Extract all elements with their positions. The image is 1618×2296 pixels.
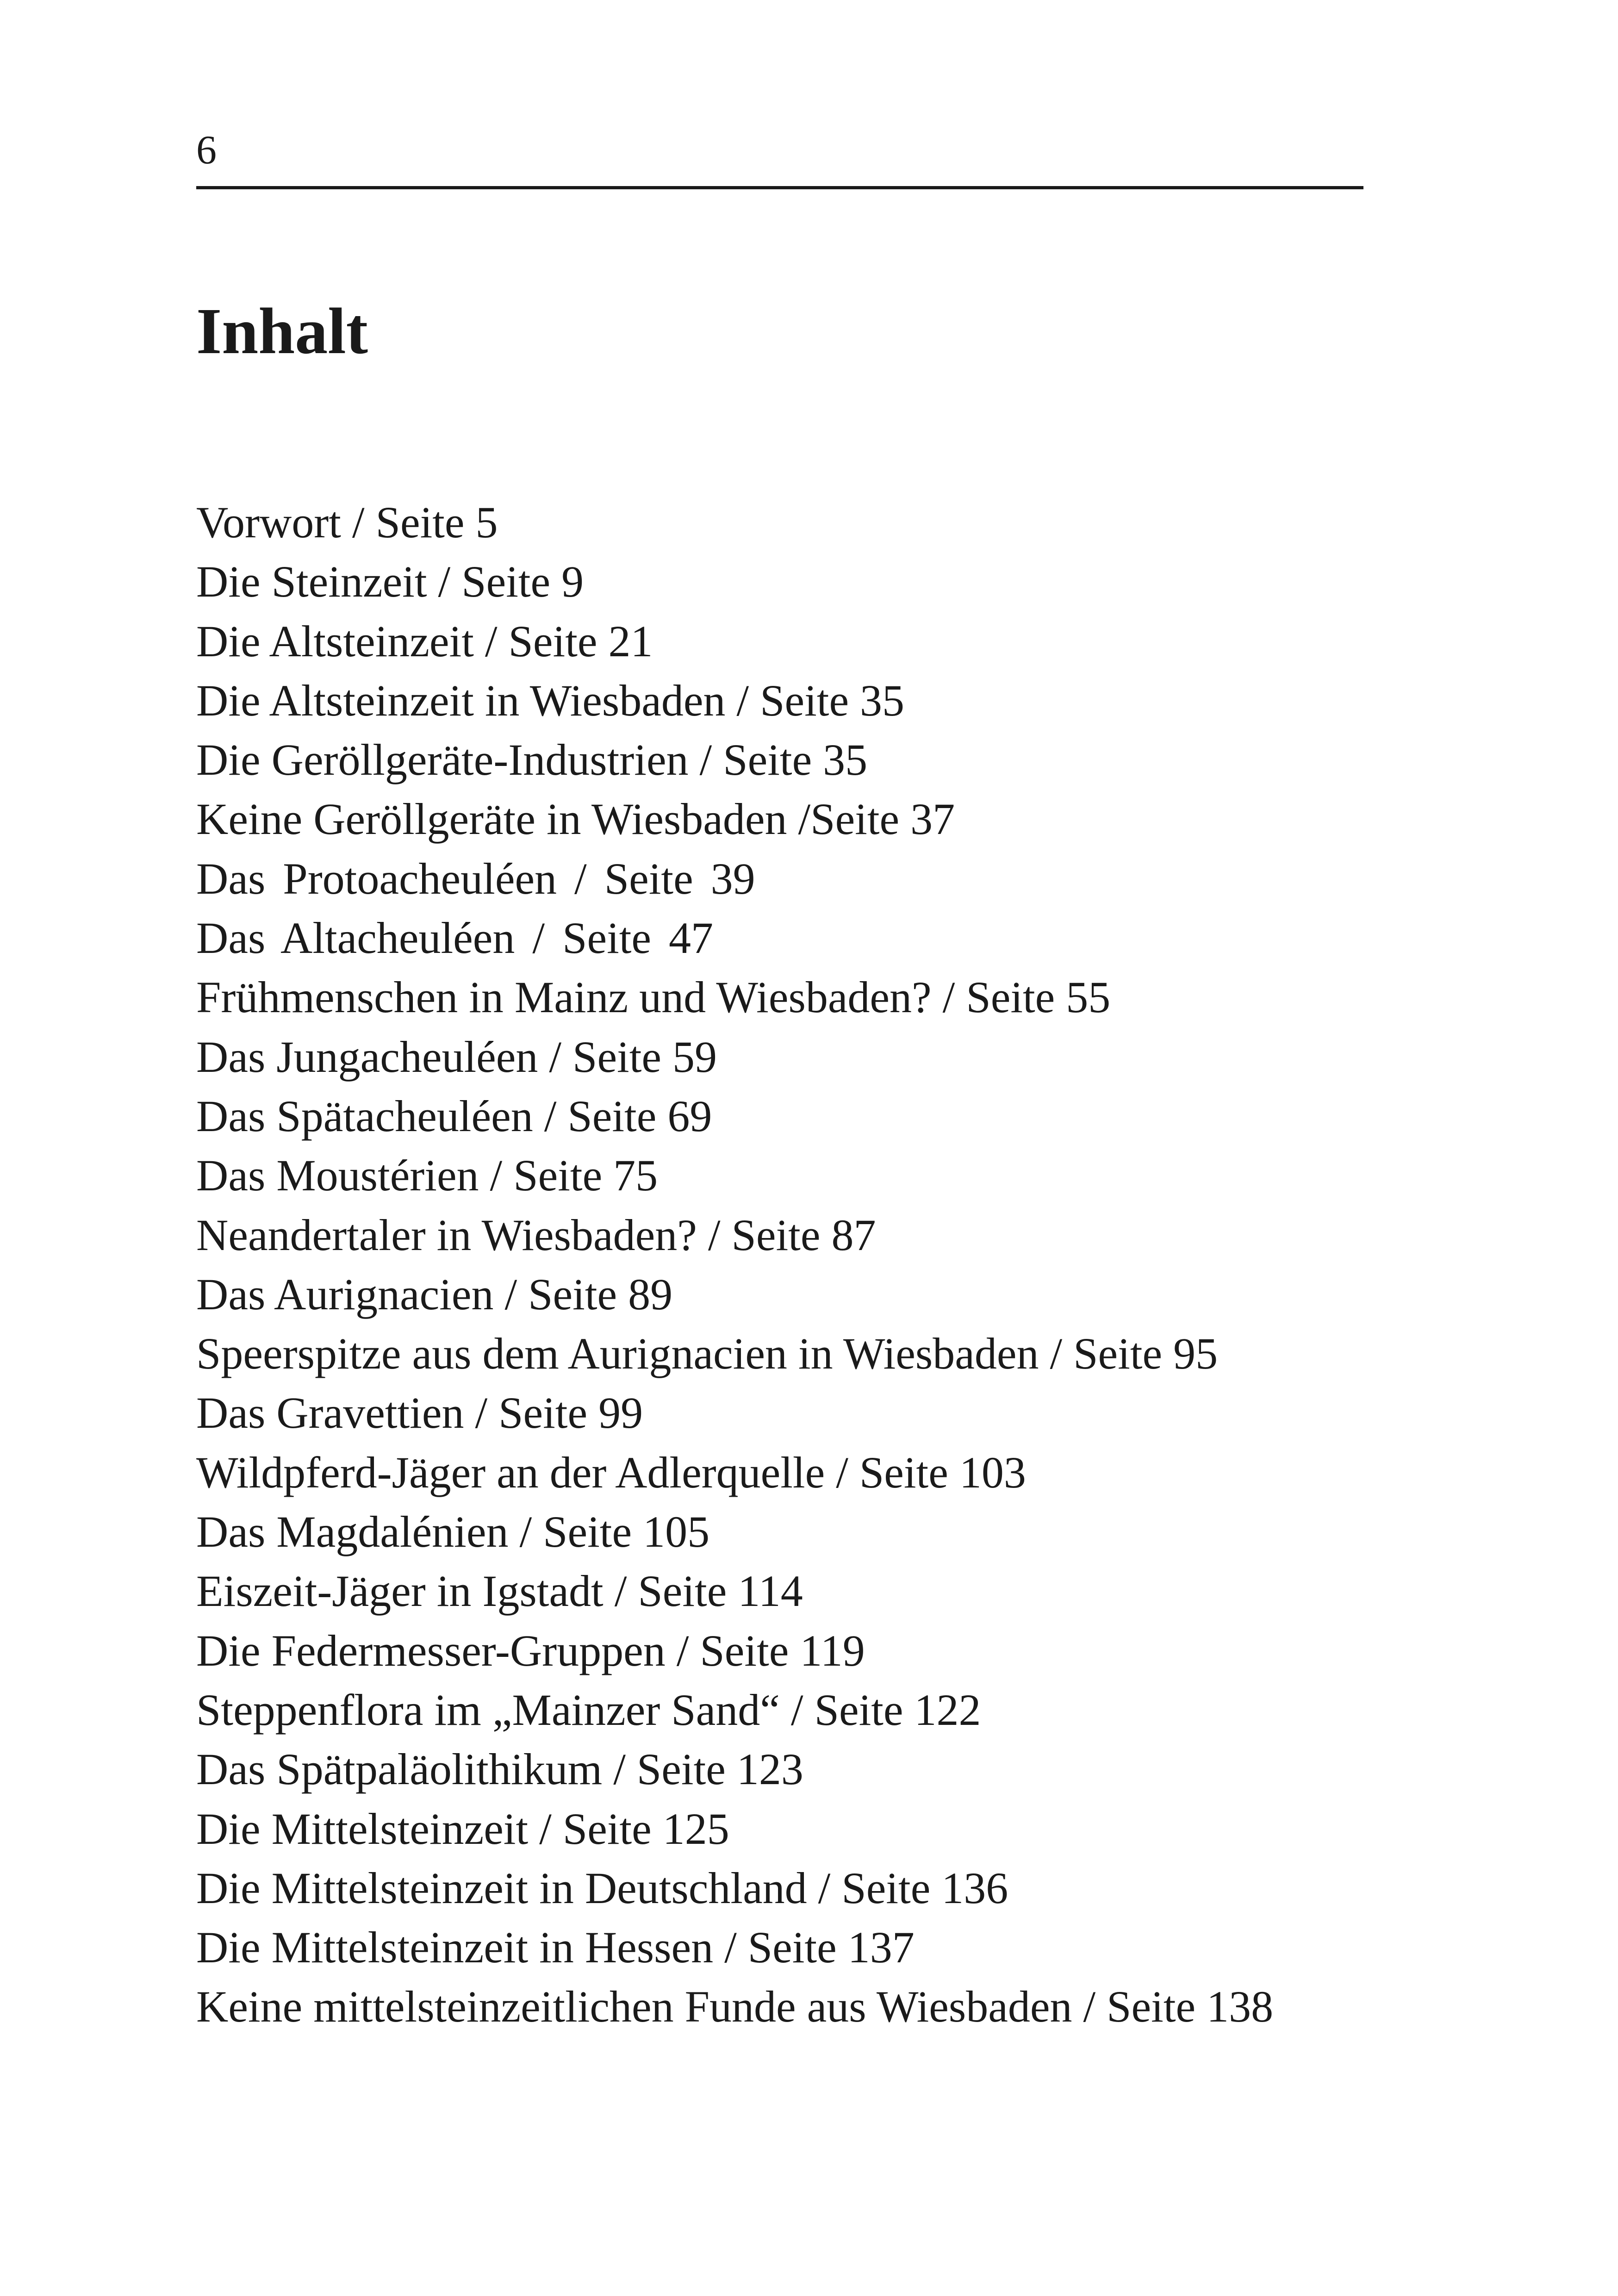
toc-entry: Das Moustérien / Seite 75 (196, 1151, 658, 1201)
toc-entry: Das Protoacheuléen / Seite 39 (196, 853, 755, 903)
toc-entry: Die Mittelsteinzeit in Hessen / Seite 137 (196, 1923, 915, 1972)
chapter-title: Inhalt (196, 294, 368, 367)
page-number: 6 (196, 128, 217, 173)
page-header (196, 125, 1363, 190)
toc-entry: Steppenflora im „Mainzer Sand“ / Seite 122 (196, 1685, 981, 1735)
toc-entry: Keine Geröllgeräte in Wiesbaden /Seite 37 (196, 794, 955, 844)
toc-entry: Das Aurignacien / Seite 89 (196, 1269, 673, 1319)
toc-entry: Die Mittelsteinzeit in Deutschland / Seite 136 (196, 1863, 1008, 1913)
toc-entry: Keine mittelsteinzeitlichen Funde aus Wiesbaden / Seite 138 (196, 1982, 1274, 2032)
toc-entry: Speerspitze aus dem Aurignacien in Wiesbaden / Seite 95 (196, 1329, 1218, 1379)
toc-entry: Neandertaler in Wiesbaden? / Seite 87 (196, 1210, 876, 1260)
toc-entry: Die Altsteinzeit in Wiesbaden / Seite 35 (196, 675, 905, 725)
toc-entry: Die Geröllgeräte-Industrien / Seite 35 (196, 735, 868, 785)
toc-entry: Das Altacheuléen / Seite 47 (196, 913, 714, 963)
toc-entry: Das Jungacheuléen / Seite 59 (196, 1032, 717, 1082)
toc-entry: Die Altsteinzeit / Seite 21 (196, 616, 653, 666)
toc-entry: Die Federmesser-Gruppen / Seite 119 (196, 1625, 865, 1675)
toc-entry: Das Gravettien / Seite 99 (196, 1388, 643, 1438)
toc-entry: Vorwort / Seite 5 (196, 498, 498, 547)
header-rule (196, 186, 1363, 189)
toc-entry: Eiszeit-Jäger in Igstadt / Seite 114 (196, 1566, 803, 1616)
table-of-contents (196, 493, 1363, 2037)
toc-entry: Das Spätacheuléen / Seite 69 (196, 1091, 712, 1141)
toc-entry: Die Mittelsteinzeit / Seite 125 (196, 1804, 729, 1854)
toc-entry: Das Spätpaläolithikum / Seite 123 (196, 1744, 803, 1794)
toc-entry: Frühmenschen in Mainz und Wiesbaden? / Seite 55 (196, 972, 1111, 1022)
toc-entry: Wildpferd-Jäger an der Adlerquelle / Seite 103 (196, 1447, 1026, 1497)
toc-entry: Das Magdalénien / Seite 105 (196, 1507, 710, 1557)
toc-entry: Die Steinzeit / Seite 9 (196, 557, 584, 607)
